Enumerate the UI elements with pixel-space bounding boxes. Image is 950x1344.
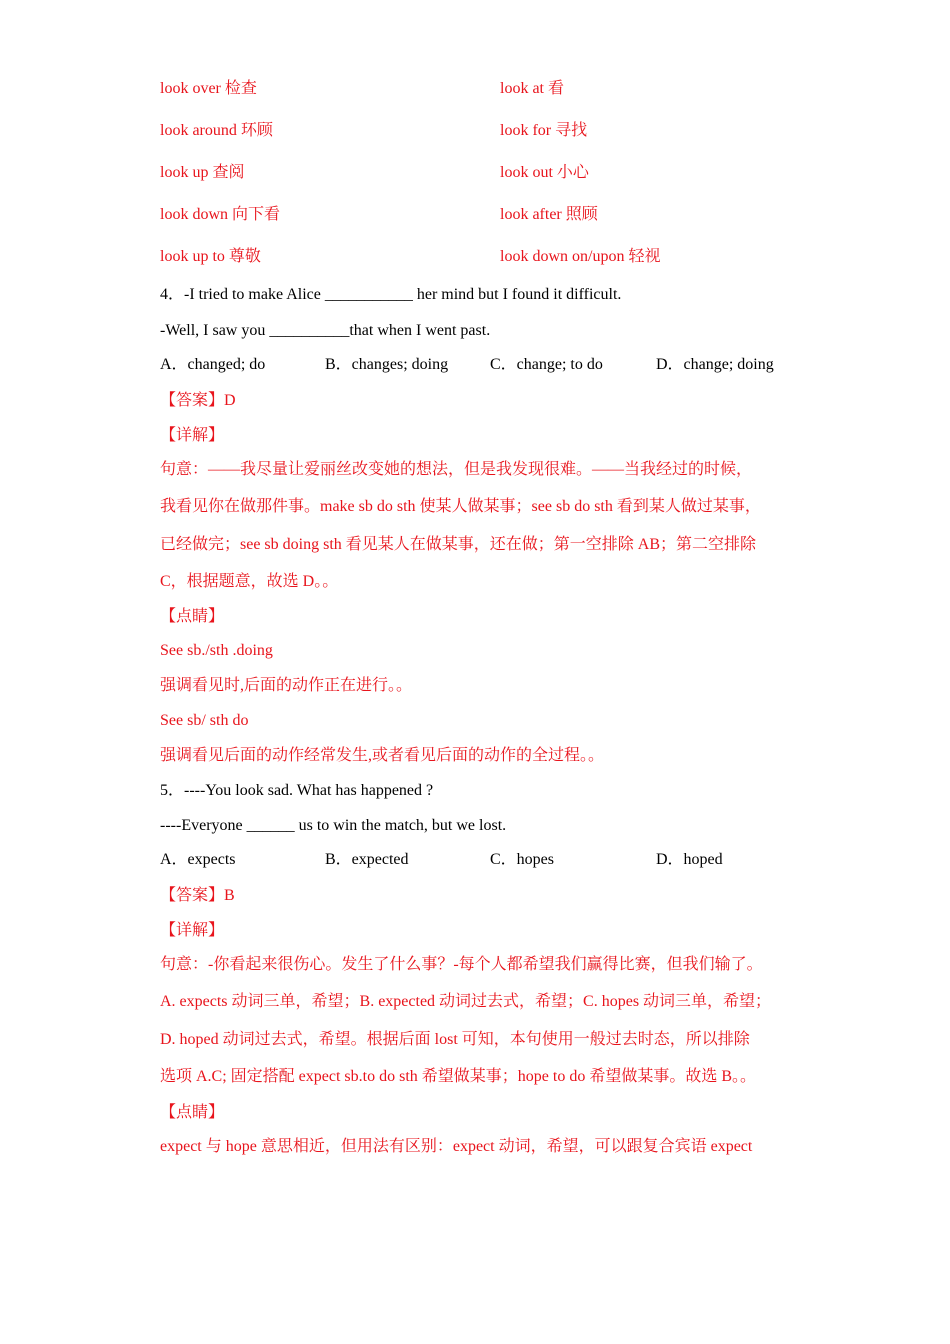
question-5-stem-2: ----Everyone ______ us to win the match, but we lost. — [160, 817, 507, 834]
vocab-item: look over 检查 — [160, 80, 257, 97]
question-4-stem-2: -Well, I saw you __________that when I went past. — [160, 322, 491, 339]
detail-line: C，根据题意，故选 D。。 — [160, 573, 339, 590]
tip-line: See sb/ sth do — [160, 712, 249, 729]
option-a: A．expects — [160, 851, 236, 868]
option-b: B．changes; doing — [325, 356, 449, 373]
vocab-item: look for 寻找 — [500, 122, 588, 139]
option-a: A．changed; do — [160, 356, 266, 373]
vocab-item: look up to 尊敬 — [160, 248, 261, 265]
tip-label: 【点睛】 — [160, 608, 225, 625]
detail-line: 我看见你在做那件事。make sb do sth 使某人做某事；see sb do sth 看到某人做过某事， — [160, 498, 761, 515]
vocab-item: look down 向下看 — [160, 206, 281, 223]
detail-line: 句意：——我尽量让爱丽丝改变她的想法，但是我发现很难。——当我经过的时候， — [160, 461, 753, 478]
tip-line: See sb./sth .doing — [160, 642, 273, 659]
vocab-item: look down on/upon 轻视 — [500, 248, 661, 265]
question-4-stem: 4．-I tried to make Alice ___________ her mind but I found it difficult. — [160, 286, 622, 303]
detail-label: 【详解】 — [160, 427, 225, 444]
answer-label: 【答案】D — [160, 392, 236, 409]
vocab-item: look around 环顾 — [160, 122, 273, 139]
vocab-item: look at 看 — [500, 80, 564, 97]
tip-line: 强调看见时,后面的动作正在进行。。 — [160, 677, 413, 694]
detail-label: 【详解】 — [160, 922, 225, 939]
option-c: C．change; to do — [490, 356, 603, 373]
vocab-item: look up 查阅 — [160, 164, 245, 181]
option-d: D．hoped — [656, 851, 723, 868]
vocab-item: look after 照顾 — [500, 206, 598, 223]
question-5-stem: 5．----You look sad. What has happened ? — [160, 782, 434, 799]
detail-line: A. expects 动词三单，希望；B. expected 动词过去式，希望；C. hopes 动词三单，希望； — [160, 993, 772, 1010]
vocab-item: look out 小心 — [500, 164, 589, 181]
option-c: C．hopes — [490, 851, 555, 868]
detail-line: D. hoped 动词过去式，希望。根据后面 lost 可知，本句使用一般过去时态，所以排除 — [160, 1031, 750, 1048]
option-d: D．change; doing — [656, 356, 774, 373]
tip-line: expect 与 hope 意思相近，但用法有区别：expect 动词，希望，可以跟复合宾语 expect — [160, 1138, 753, 1155]
answer-label: 【答案】B — [160, 887, 235, 904]
detail-line: 句意：-你看起来很伤心。发生了什么事？-每个人都希望我们赢得比赛，但我们输了。 — [160, 956, 763, 973]
option-b: B．expected — [325, 851, 409, 868]
detail-line: 选项 A.C; 固定搭配 expect sb.to do sth 希望做某事；hope to do 希望做某事。故选 B。。 — [160, 1068, 756, 1085]
tip-label: 【点睛】 — [160, 1104, 225, 1121]
tip-line: 强调看见后面的动作经常发生,或者看见后面的动作的全过程。。 — [160, 747, 605, 764]
detail-line: 已经做完；see sb doing sth 看见某人在做某事，还在做；第一空排除 AB；第二空排除 — [160, 536, 757, 553]
